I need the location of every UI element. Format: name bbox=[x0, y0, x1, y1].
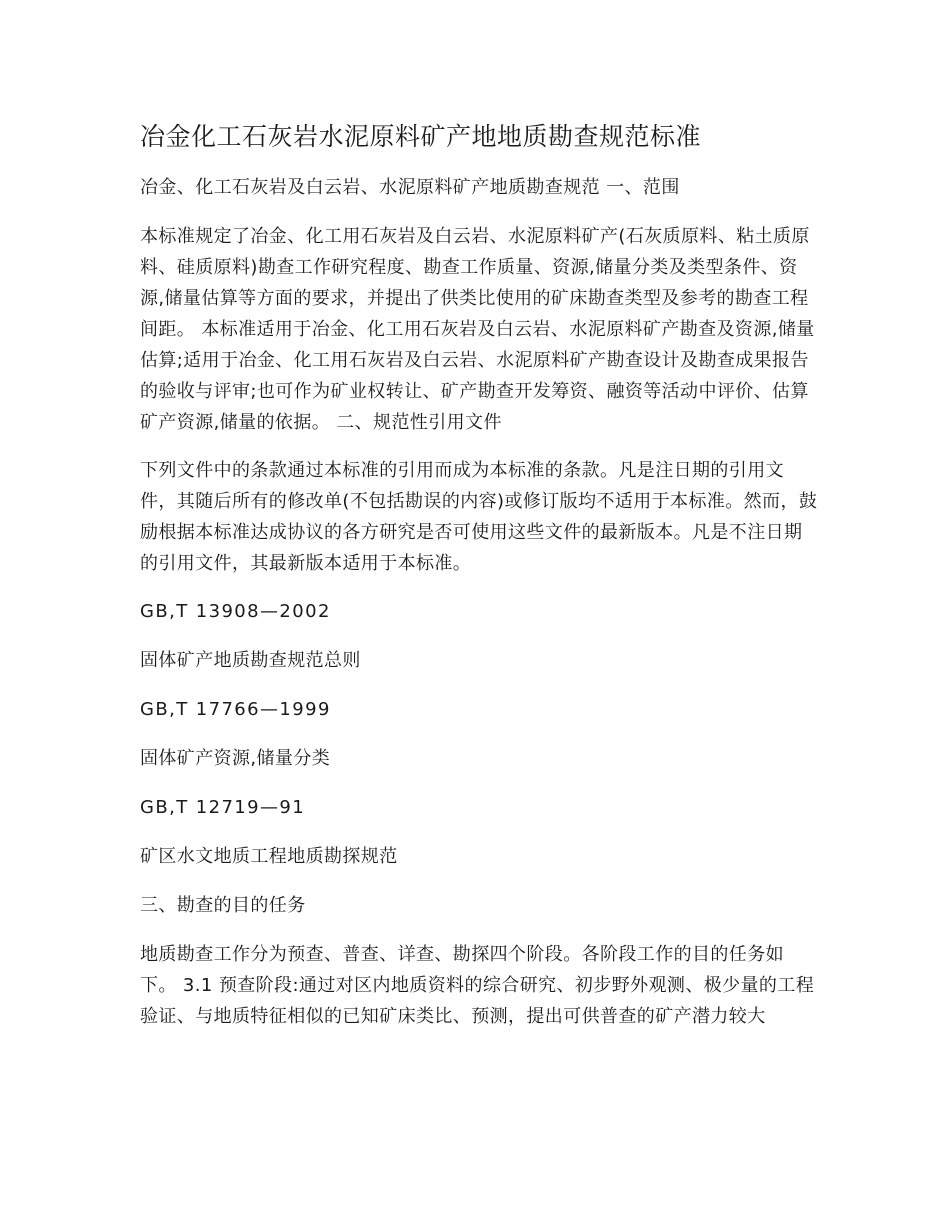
document-body bbox=[140, 118, 820, 1049]
references-paragraph: 下列文件中的条款通过本标准的引用而成为本标准的条款。凡是注日期的引用文件，其随后所有的修改单(不包括勘误的内容)或修订版均不适用于本标准。然而，鼓励根据本标准达成协议的各方研究是否可使用这些文件的最新版本。凡是不注日期的引用文件，其最新版本适用于本标准。 bbox=[140, 460, 818, 574]
section-heading-3: 三、勘查的目的任务 bbox=[140, 895, 306, 916]
standard-name-1: 固体矿产地质勘查规范总则 bbox=[140, 650, 361, 671]
standard-code-1: GB,T 13908—2002 bbox=[140, 601, 331, 622]
stages-paragraph: 地质勘查工作分为预查、普查、详查、勘探四个阶段。各阶段工作的目的任务如下。 3.1 预查阶段:通过对区内地质资料的综合研究、初步野外观测、极少量的工程验证、与地质特征相似的已知矿床类比、预测，提出可供普查的矿产潜力较大 bbox=[140, 944, 815, 1027]
standard-name-3: 矿区水文地质工程地质勘探规范 bbox=[140, 846, 398, 867]
standard-name-2: 固体矿产资源,储量分类 bbox=[140, 748, 331, 769]
standard-code-3: GB,T 12719—91 bbox=[140, 797, 306, 818]
subtitle-paragraph: 冶金、化工石灰岩及白云岩、水泥原料矿产地质勘查规范 一、范围 bbox=[140, 177, 680, 198]
document-title: 冶金化工石灰岩水泥原料矿产地地质勘查规范标准 bbox=[140, 122, 702, 151]
scope-paragraph: 本标准规定了冶金、化工用石灰岩及白云岩、水泥原料矿产(石灰质原料、粘土质原料、硅质原料)勘查工作研究程度、勘查工作质量、资源,储量分类及类型条件、资源,储量估算等方面的要求，并提出了供类比使用的矿床勘查类型及参考的勘查工程间距。 本标准适用于冶金、化工用石灰岩及白云岩、水泥原料矿产勘查及资源,储量估算;适用于冶金、化工用石灰岩及白云岩、水泥原料矿产勘查设计及勘查成果报告的验收与评审;也可作为矿业权转让、矿产勘查开发筹资、融资等活动中评价、估算矿产资源,储量的依据。 二、规范性引用文件 bbox=[140, 226, 815, 433]
standard-code-2: GB,T 17766—1999 bbox=[140, 699, 331, 720]
